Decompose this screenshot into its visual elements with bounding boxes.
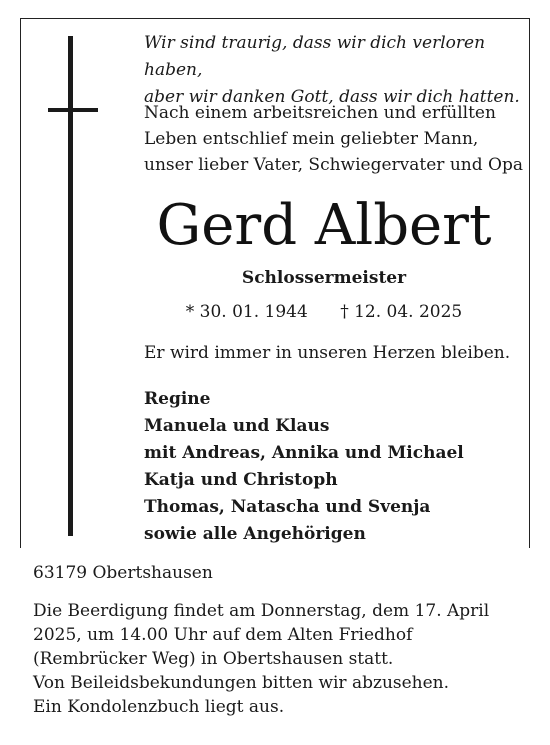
family-member: mit Andreas, Annika und Michael — [144, 443, 464, 463]
notice-line: 2025, um 14.00 Uhr auf dem Alten Friedhof — [33, 625, 413, 645]
family-list — [144, 386, 524, 548]
quote-line: Wir sind traurig, dass wir dich verloren haben, — [144, 33, 486, 80]
family-member: Katja und Christoph — [144, 470, 338, 490]
deceased-profession: Schlossermeister — [241, 268, 407, 288]
intro-line: Nach einem arbeitsreichen und erfüllten — [144, 103, 496, 123]
notice-line: Die Beerdigung findet am Donnerstag, dem 17. April — [33, 601, 490, 621]
notice-line: (Rembrücker Weg) in Obertshausen statt. — [33, 649, 394, 669]
life-dates: * 30. 01. 1944 † 12. 04. 2025 — [185, 302, 463, 322]
quote-line: aber wir danken Gott, dass wir dich hatten. — [144, 87, 520, 107]
family-member: Regine — [144, 389, 211, 409]
intro-line: unser lieber Vater, Schwiegervater und Opa — [144, 155, 523, 175]
notice-line: Ein Kondolenzbuch liegt aus. — [33, 697, 285, 717]
notice-line: Von Beileidsbekundungen bitten wir abzusehen. — [33, 673, 450, 693]
family-member: Manuela und Klaus — [144, 416, 330, 436]
family-member: Thomas, Natascha und Svenja — [144, 497, 431, 517]
cross-icon — [48, 36, 98, 536]
place: 63179 Obertshausen — [33, 563, 213, 583]
funeral-notice — [33, 599, 513, 719]
intro-line: Leben entschlief mein geliebter Mann, — [144, 129, 479, 149]
memorial-quote — [144, 30, 524, 111]
motto: Er wird immer in unseren Herzen bleiben. — [144, 343, 511, 363]
deceased-name: Gerd Albert — [156, 193, 492, 258]
intro-text — [144, 100, 524, 178]
family-member: sowie alle Angehörigen — [144, 524, 366, 544]
